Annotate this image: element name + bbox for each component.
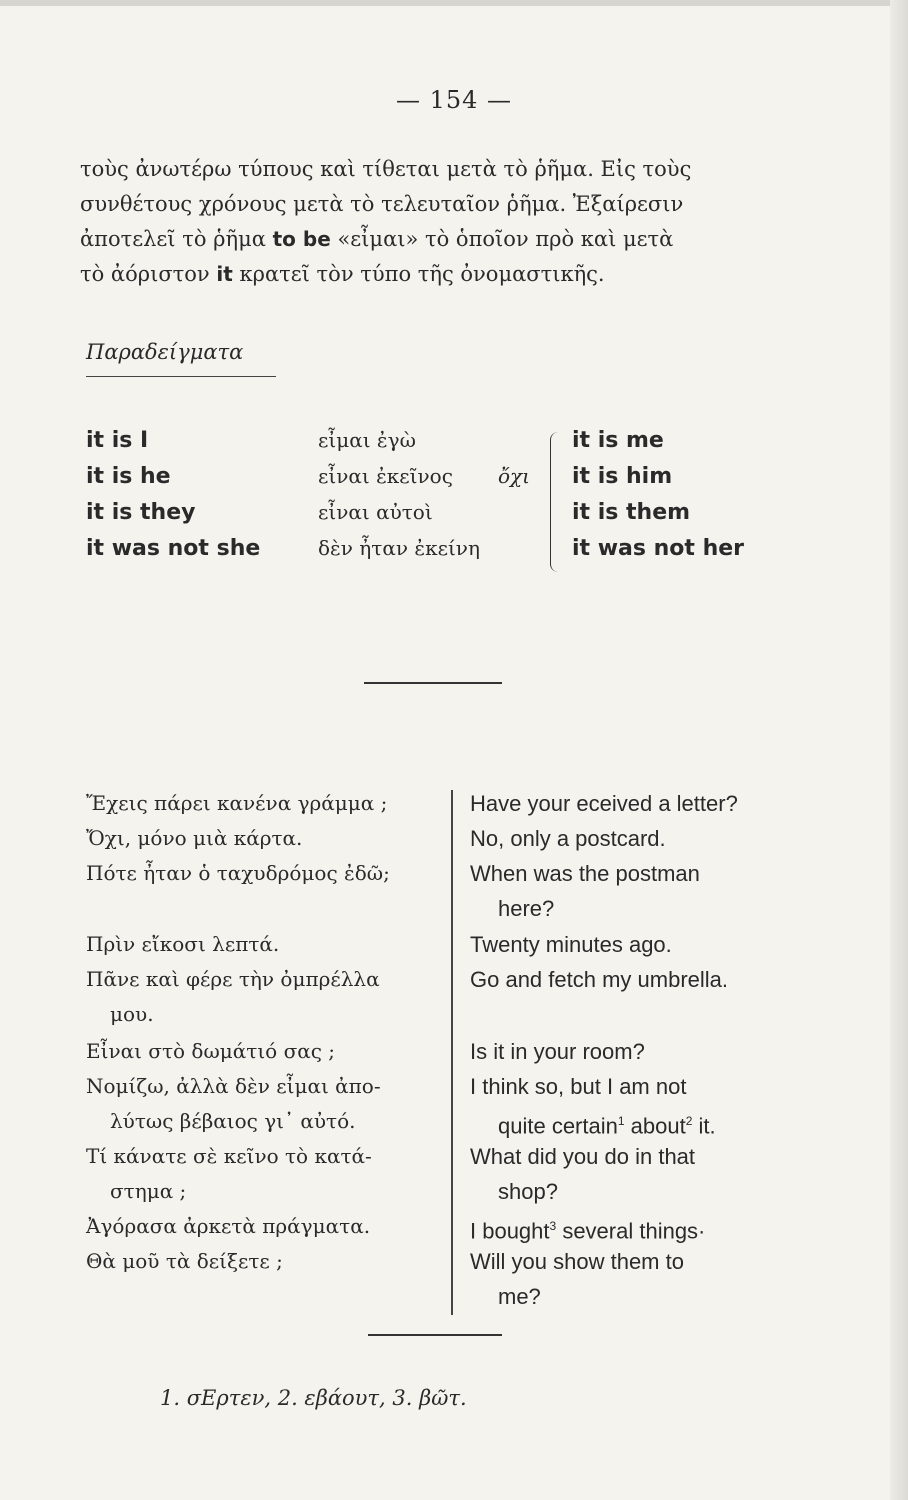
dialogue-greek-line: μου. xyxy=(110,1002,154,1026)
example-english: it is he xyxy=(86,464,171,489)
dialogue-greek-line: Νομίζω, ἀλλὰ δὲν εἶμαι ἀπο- xyxy=(86,1074,381,1098)
dialogue-english-line: me? xyxy=(498,1284,541,1309)
example-english-colloquial: it is me xyxy=(572,428,664,453)
example-greek: εἶναι αὐτοὶ xyxy=(318,500,433,524)
dialogue-text: about xyxy=(624,1113,686,1139)
footnote-marker: 2 xyxy=(685,1114,693,1128)
dialogue-greek-line: λύτως βέβαιος γι᾽ αὐτό. xyxy=(110,1109,356,1133)
dialogue-greek-line: Πότε ἦταν ὁ ταχυδρόμος ἐδῶ; xyxy=(86,861,390,885)
dialogue-text: it. xyxy=(692,1113,716,1139)
examples-brace xyxy=(550,432,561,572)
intro-paragraph xyxy=(80,152,790,292)
footnote-marker: 1 xyxy=(617,1114,625,1128)
example-row xyxy=(0,536,908,570)
intro-line: συνθέτους χρόνους μετὰ τὸ τελευταῖον ῥῆμα. Ἐξαίρεσιν xyxy=(80,192,684,216)
example-english-colloquial: it is him xyxy=(572,464,673,489)
example-greek: δὲν ἦταν ἐκείνη xyxy=(318,536,480,560)
dialogue-greek-line: Τί κάνατε σὲ κεῖνο τὸ κατά- xyxy=(86,1144,372,1168)
dialogue-greek-line: Πᾶνε καὶ φέρε τὴν ὀμπρέλλα xyxy=(86,967,380,991)
dialogue-greek-line: Εἶναι στὸ δωμάτιό σας ; xyxy=(86,1039,336,1063)
intro-english-term: to be xyxy=(272,227,331,251)
page-number: — 154 — xyxy=(395,86,513,114)
dialogue-english-line: What did you do in that xyxy=(470,1144,696,1169)
example-greek: εἶναι ἐκεῖνος xyxy=(318,464,453,488)
example-english-colloquial: it is them xyxy=(572,500,691,525)
example-english: it was not she xyxy=(86,536,261,561)
dialogue-text: several things· xyxy=(556,1218,706,1244)
dialogue-greek-line: Ὄχι, μόνο μιὰ κάρτα. xyxy=(86,826,303,850)
intro-text: «εἶμαι» τὸ ὁποῖον πρὸ καὶ μετὰ xyxy=(337,227,674,251)
dialogue-column-divider xyxy=(451,790,453,1315)
example-row xyxy=(0,464,908,498)
example-greek: εἶμαι ἐγὼ xyxy=(318,428,416,452)
dialogue-english-line: shop? xyxy=(498,1179,558,1204)
example-row xyxy=(0,428,908,462)
intro-line: τοὺς ἀνωτέρω τύπους καὶ τίθεται μετὰ τὸ ῥῆμα. Εἰς τοὺς xyxy=(80,157,692,181)
intro-text: τὸ ἀόριστον xyxy=(80,262,210,286)
dialogue-greek-line: Πρὶν εἴκοσι λεπτά. xyxy=(86,932,280,956)
page-right-edge xyxy=(890,0,908,1500)
dialogue-english-line: No, only a postcard. xyxy=(470,826,666,851)
dialogue-greek-line: στημα ; xyxy=(110,1179,187,1203)
footnotes: 1. σΕρτεν, 2. εβάουτ, 3. βῶτ. xyxy=(160,1386,467,1410)
negation-label: ὄχι xyxy=(498,464,531,488)
dialogue-english-line: here? xyxy=(498,896,555,921)
dialogue-greek-line: Ἀγόρασα ἀρκετὰ πράγματα. xyxy=(86,1214,371,1238)
dialogue-english-line: I think so, but I am not xyxy=(470,1074,687,1099)
intro-text: κρατεῖ τὸν τύπο τῆς ὀνομαστικῆς. xyxy=(239,262,605,286)
dialogue-english-line: Have your eceived a letter? xyxy=(470,791,738,816)
dialogue-english-line: Is it in your room? xyxy=(470,1039,645,1064)
dialogue-text: I bought xyxy=(470,1218,550,1244)
intro-line xyxy=(80,222,790,257)
examples-heading: Παραδείγματα xyxy=(86,340,244,364)
page-top-edge xyxy=(0,0,908,6)
intro-english-term: it xyxy=(216,262,233,286)
example-english-colloquial: it was not her xyxy=(572,536,745,561)
dialogue-text: quite certain xyxy=(498,1113,618,1139)
footnote-marker: 3 xyxy=(549,1219,557,1233)
example-english: it is I xyxy=(86,428,149,453)
intro-text: ἀποτελεῖ τὸ ῥῆμα xyxy=(80,227,266,251)
footnote-divider xyxy=(368,1334,502,1336)
dialogue-english-line: When was the postman xyxy=(470,861,700,886)
section-divider xyxy=(364,682,502,684)
example-english: it is they xyxy=(86,500,196,525)
example-row xyxy=(0,500,908,534)
dialogue-english-line xyxy=(498,1104,716,1143)
heading-underline xyxy=(86,376,276,377)
intro-line xyxy=(80,257,790,292)
dialogue-english-line: Will you show them to xyxy=(470,1249,684,1274)
dialogue-english-line: Go and fetch my umbrella. xyxy=(470,967,729,992)
dialogue-greek-line: Ἔχεις πάρει κανένα γράμμα ; xyxy=(86,791,388,815)
dialogue-english-line: Twenty minutes ago. xyxy=(470,932,672,957)
dialogue-english-line xyxy=(470,1209,705,1248)
dialogue-greek-line: Θὰ μοῦ τὰ δείξετε ; xyxy=(86,1249,283,1273)
